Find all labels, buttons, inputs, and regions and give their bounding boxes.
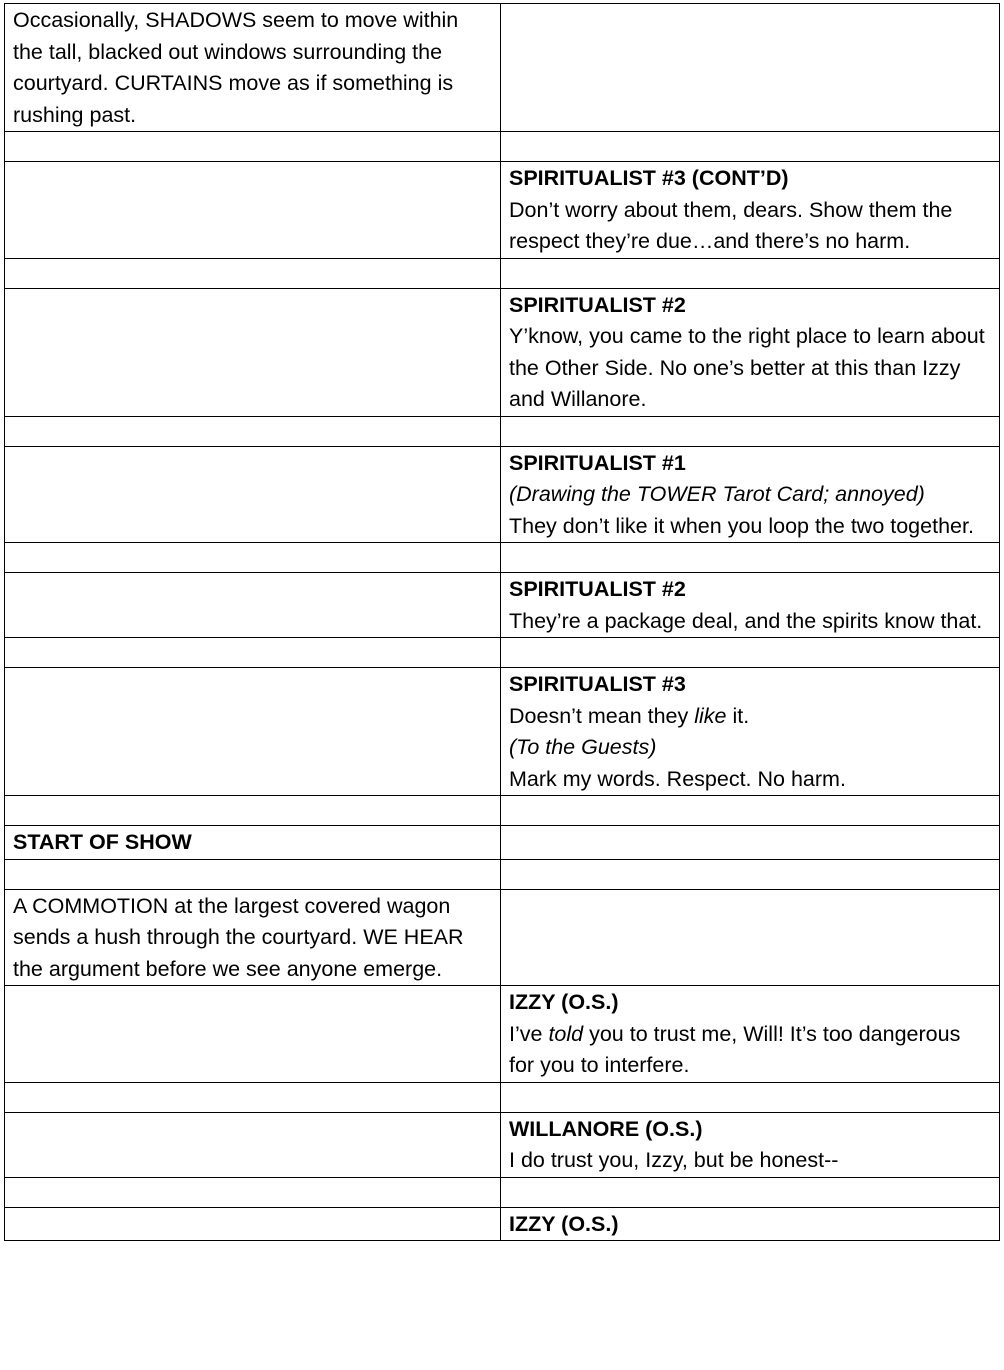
action-cell [5, 1207, 501, 1241]
table-row [5, 1207, 1000, 1241]
parenthetical-text: (To the Guests) [509, 735, 657, 759]
action-cell [5, 446, 501, 543]
dialogue-text: Y’know, you came to the right place to learn about the Other Side. No one’s better at this than Izzy and Willanore. [509, 324, 985, 411]
table-row [5, 1112, 1000, 1177]
dialogue-text: Don’t worry about them, dears. Show them the respect they’re due…and there’s no harm. [509, 197, 953, 253]
dialogue-text: Mark my words. Respect. No harm. [509, 766, 846, 791]
dialogue-cell [501, 573, 1000, 638]
table-row [5, 162, 1000, 259]
dialogue-cell [501, 889, 1000, 986]
table-row [5, 573, 1000, 638]
emphasis-text: like [694, 703, 727, 728]
action-cell [5, 4, 501, 132]
speaker-name: IZZY (O.S.) [509, 1211, 619, 1236]
dialogue-cell [501, 668, 1000, 796]
speaker-name: SPIRITUALIST #1 [509, 450, 686, 475]
dialogue-text: They don’t like it when you loop the two together. [509, 513, 974, 538]
dialogue-text: They’re a package deal, and the spirits know that. [509, 608, 983, 633]
table-row [5, 668, 1000, 796]
spacer-row [5, 796, 1000, 826]
action-cell [5, 668, 501, 796]
section-heading: START OF SHOW [13, 830, 192, 854]
dialogue-cell [501, 1207, 1000, 1241]
dialogue-cell [501, 288, 1000, 416]
spacer-row [5, 416, 1000, 446]
spacer-row [5, 1177, 1000, 1207]
speaker-name: SPIRITUALIST #2 [509, 577, 686, 601]
speaker-name: SPIRITUALIST #3 [509, 672, 686, 696]
table-row [5, 889, 1000, 986]
action-cell [5, 288, 501, 416]
table-row [5, 4, 1000, 132]
table-row [5, 826, 1000, 860]
dialogue-cell [501, 4, 1000, 132]
spacer-row [5, 258, 1000, 288]
dialogue-cell [501, 986, 1000, 1083]
action-cell [5, 889, 501, 986]
action-cell [5, 573, 501, 638]
spacer-row [5, 132, 1000, 162]
dialogue-text: Doesn’t mean they like it. [509, 703, 750, 728]
parenthetical-text: (Drawing the TOWER Tarot Card; annoyed) [509, 482, 925, 506]
action-cell [5, 986, 501, 1083]
dialogue-cell [501, 162, 1000, 259]
speaker-name: IZZY (O.S.) [509, 990, 619, 1014]
speaker-name: SPIRITUALIST #3 (CONT’D) [509, 166, 789, 190]
dialogue-text: I do trust you, Izzy, but be honest-- [509, 1148, 839, 1172]
dialogue-text: I’ve told you to trust me, Will! It’s too dangerous for you to interfere. [509, 1021, 961, 1077]
table-row [5, 446, 1000, 543]
speaker-name: SPIRITUALIST #2 [509, 292, 686, 317]
heading-cell [5, 826, 501, 860]
spacer-row [5, 1082, 1000, 1112]
spacer-row [5, 543, 1000, 573]
action-text: Occasionally, SHADOWS seem to move within the tall, blacked out windows surrounding the courtyard. CURTAINS move as if something is rushing past. [13, 8, 459, 127]
table-row [5, 986, 1000, 1083]
dialogue-cell [501, 1112, 1000, 1177]
emphasis-text: told [548, 1021, 584, 1046]
speaker-name: WILLANORE (O.S.) [509, 1116, 703, 1141]
action-text: A COMMOTION at the largest covered wagon sends a hush through the courtyard. WE HEAR the argument before we see anyone emerge. [13, 893, 464, 981]
dialogue-cell [501, 826, 1000, 860]
action-cell [5, 162, 501, 259]
spacer-row [5, 859, 1000, 889]
table-row [5, 288, 1000, 416]
script-table [4, 3, 1000, 1241]
spacer-row [5, 638, 1000, 668]
action-cell [5, 1112, 501, 1177]
dialogue-cell [501, 446, 1000, 543]
